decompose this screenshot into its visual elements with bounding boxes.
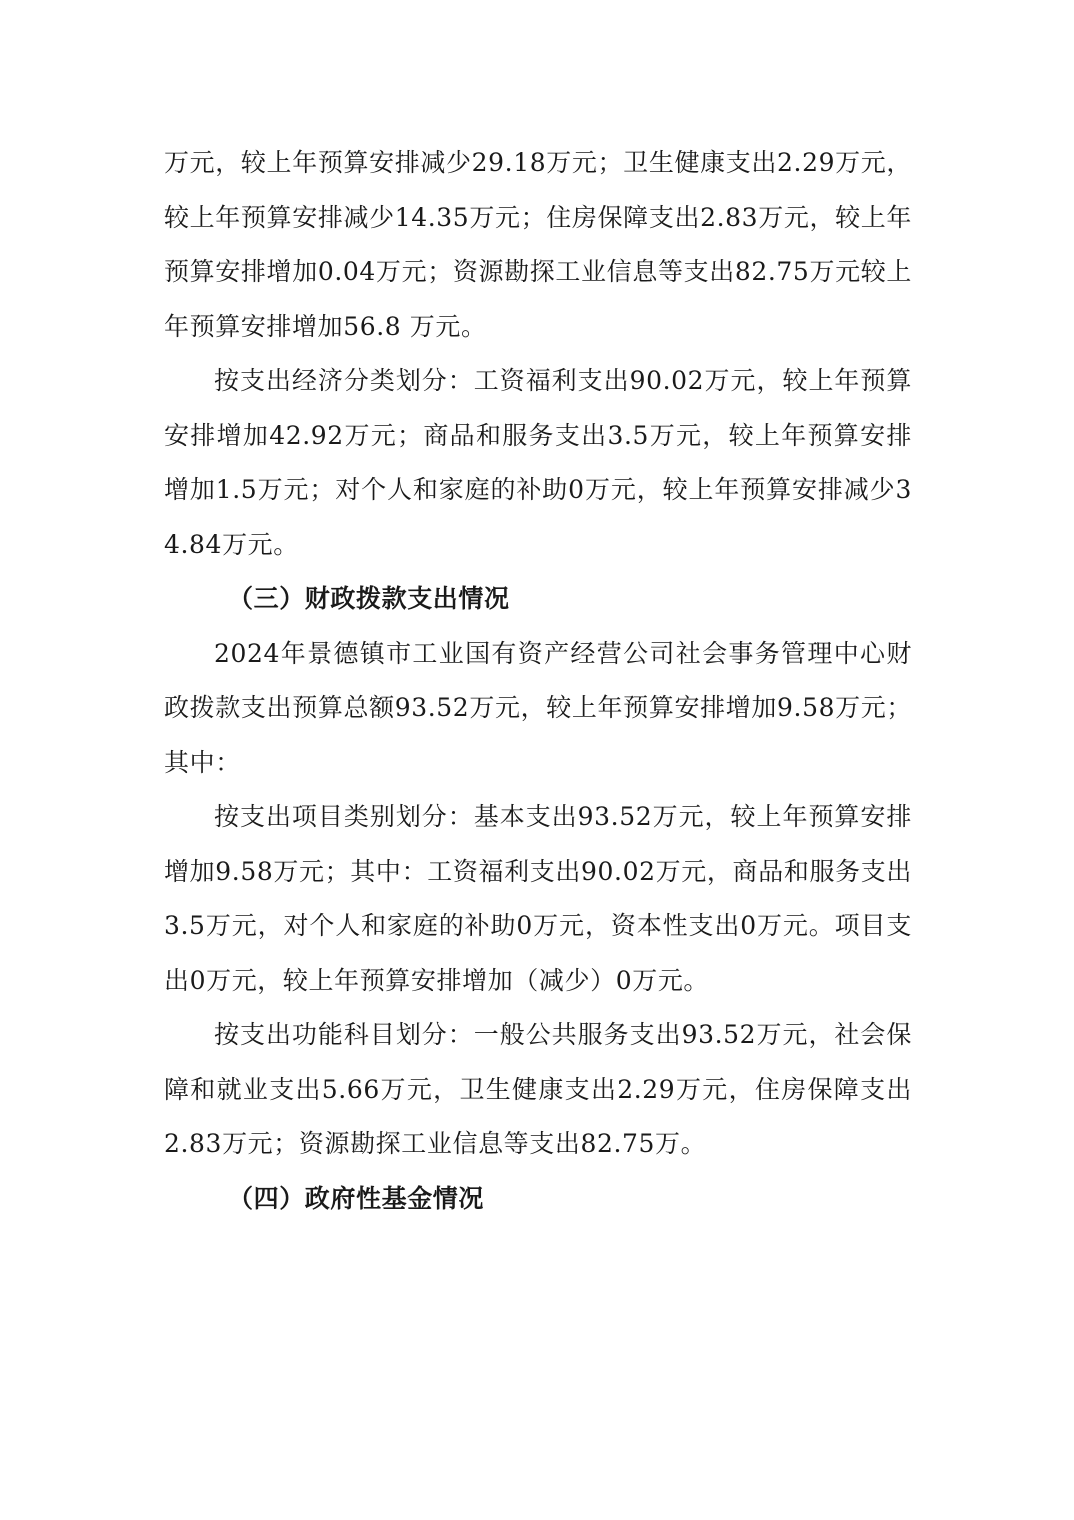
document-body xyxy=(164,136,912,1226)
paragraph-project-category: 按支出项目类别划分：基本支出93.52万元，较上年预算安排增加9.58万元；其中：工资福利支出90.02万元，商品和服务支出3.5万元，对个人和家庭的补助0万元，资本性支出0万元。项目支出0万元，较上年预算安排增加（减少）0万元。 xyxy=(164,802,912,995)
paragraph-fiscal-total: 2024年景德镇市工业国有资产经营公司社会事务管理中心财政拨款支出预算总额93.52万元，较上年预算安排增加9.58万元；其中： xyxy=(164,638,912,777)
section-heading-fiscal-appropriation: （三）财政拨款支出情况 xyxy=(228,584,510,613)
paragraph-economic-classification: 按支出经济分类划分：工资福利支出90.02万元，较上年预算安排增加42.92万元；商品和服务支出3.5万元，较上年预算安排增加1.5万元；对个人和家庭的补助0万元，较上年预算安排减少34.84万元。 xyxy=(164,366,912,559)
paragraph-health-housing-expenditure: 万元，较上年预算安排减少29.18万元；卫生健康支出2.29万元，较上年预算安排减少14.35万元；住房保障支出2.83万元，较上年预算安排增加0.04万元；资源勘探工业信息等支出82.75万元较上年预算安排增加56.8 万元。 xyxy=(164,148,912,341)
section-heading-government-fund: （四）政府性基金情况 xyxy=(228,1183,485,1213)
paragraph-functional-category: 按支出功能科目划分：一般公共服务支出93.52万元，社会保障和就业支出5.66万元，卫生健康支出2.29万元，住房保障支出2.83万元；资源勘探工业信息等支出82.75万。 xyxy=(164,1020,912,1158)
